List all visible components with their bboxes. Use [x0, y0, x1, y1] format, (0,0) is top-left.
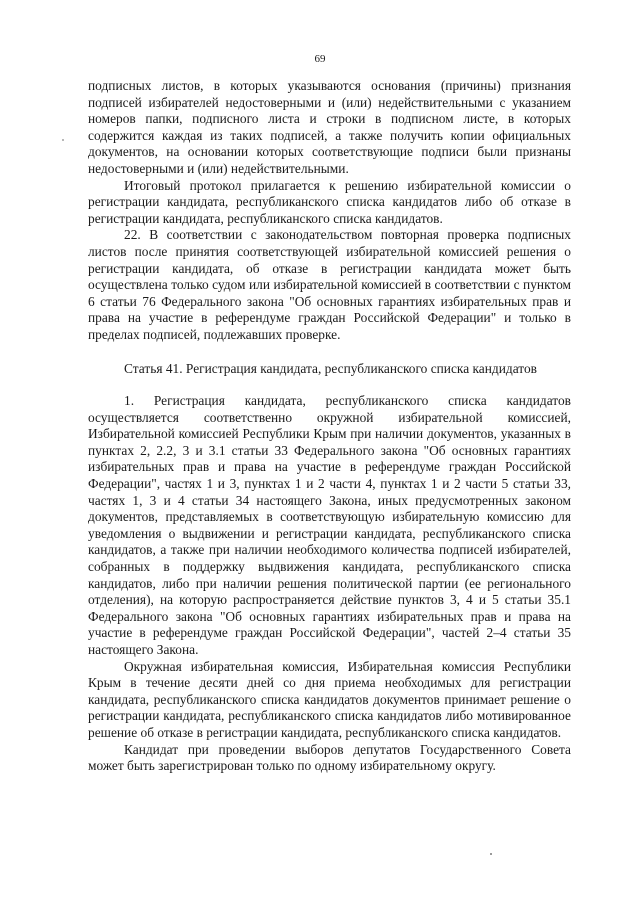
page-number: 69 [314, 53, 326, 65]
scan-speck [490, 853, 492, 855]
article-paragraph-1: 1. Регистрация кандидата, республиканского списка кандидатов осуществляется соответственно окружной избирательной комиссией, Избирательной комиссией Республики Крым при наличии документов, указанных в пунктах 2, 2.2, 3 и 3.1 статьи 33 Федерального закона "Об основных гарантиях избирательных прав и права на участие в референдуме граждан Российской Федерации", частях 1 и 3, пунктах 1 и 2 части 4, пунктах 1 и 2 части 5 статьи 33, частях 1, 3 и 4 статьи 34 настоящего Закона, иных предусмотренных законом документов, представляемых в соответствующую избирательную комиссию для уведомления о выдвижении и регистрации кандидата, республиканского списка кандидатов, а также при наличии необходимого количества подписей избирателей, собранных в поддержку выдвижения кандидата, республиканского списка кандидатов, либо при наличии решения политической партии (ее регионального отделения), на которую распространяется действие пунктов 3, 4 и 5 статьи 35.1 Федерального закона "Об основных гарантиях избирательных прав и права на участие в референдуме граждан Российской Федерации", частей 2–4 статьи 35 настоящего Закона. [88, 393, 571, 657]
scan-speck [62, 139, 64, 141]
article-paragraph-2: Окружная избирательная комиссия, Избирательная комиссия Республики Крым в течение десяти дней со дня приема необходимых для регистрации кандидата, республиканского списка кандидатов документов принимает решение о регистрации кандидата, республиканского списка кандидатов либо мотивированное решение об отказе в регистрации кандидата, республиканского списка кандидатов. [88, 658, 571, 740]
paragraph-continued: подписных листов, в которых указываются основания (причины) признания подписей избирателей недостоверными и (или) недействительными с указанием номеров папки, подписного листа и строки в подписном листе, в которых содержится каждая из таких подписей, а также получить копии официальных документов, на основании которых соответствующие подписи были признаны недостоверными и (или) недействительными. [88, 78, 571, 176]
paragraph-item-22: 22. В соответствии с законодательством повторная проверка подписных листов после принятия соответствующей избирательной комиссией решения о регистрации кандидата, об отказе в регистрации кандидата может быть осуществлена только судом или избирательной комиссией в соответствии с пунктом 6 статьи 76 Федерального закона "Об основных гарантиях избирательных прав и права на участие в референдуме граждан Российской Федерации" и только в пределах подписей, подлежавших проверке. [88, 227, 571, 342]
spacer [88, 344, 571, 361]
paragraph-final-protocol: Итоговый протокол прилагается к решению избирательной комиссии о регистрации кандидата, республиканского списка кандидатов либо об отказе в регистрации кандидата, республиканского списка кандидатов. [88, 177, 571, 226]
spacer [88, 377, 571, 393]
page-body [88, 78, 571, 775]
article-heading: Статья 41. Регистрация кандидата, республиканского списка кандидатов [124, 360, 537, 376]
article-paragraph-3: Кандидат при проведении выборов депутатов Государственного Совета может быть зарегистрирован только по одному избирательному округу. [88, 741, 571, 774]
